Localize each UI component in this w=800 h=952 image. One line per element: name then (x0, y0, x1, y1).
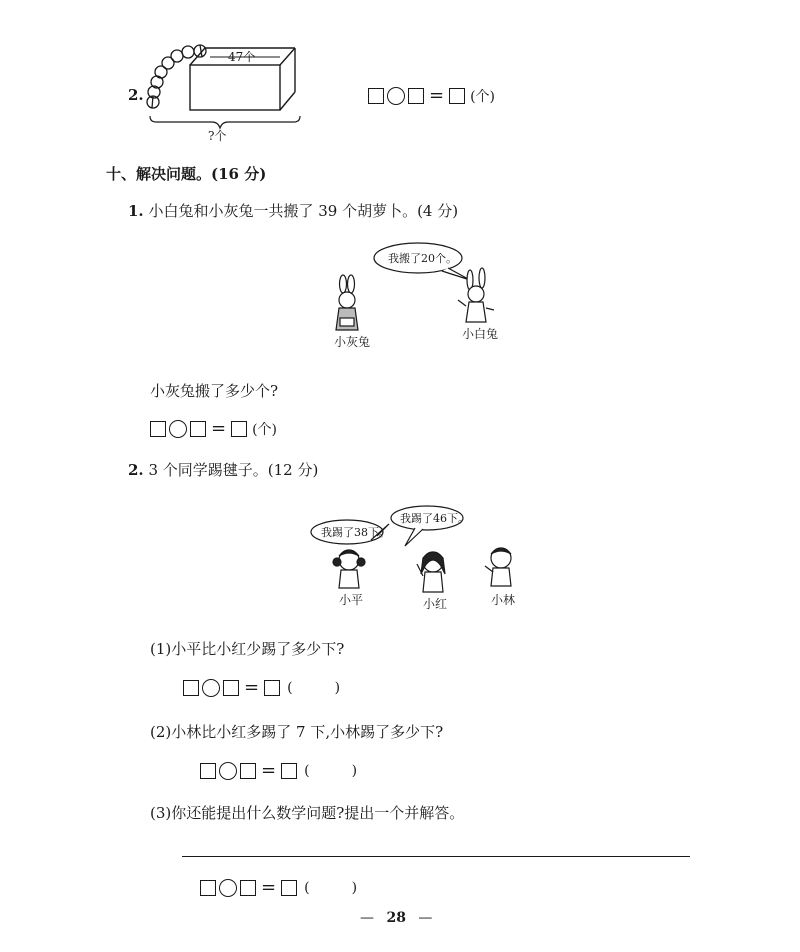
q2-number: 2. (128, 461, 144, 479)
kids-illustration (305, 500, 520, 618)
unit-blank[interactable]: ( ) (304, 880, 358, 896)
operator-circle[interactable] (387, 87, 405, 105)
answer-box[interactable] (240, 763, 256, 779)
answer-box[interactable] (264, 680, 280, 696)
rabbits-illustration (330, 238, 510, 354)
equation-row-sub3 (200, 879, 357, 897)
unit-label: (个) (252, 422, 278, 438)
answer-box[interactable] (150, 421, 166, 437)
label-gray-rabbit: 小灰兔 (334, 335, 371, 349)
sub-question-2: (2)小林比小红多踢了 7 下,小林踢了多少下? (150, 723, 444, 741)
answer-box[interactable] (190, 421, 206, 437)
bead-icons (147, 45, 206, 108)
equation-row-q1 (150, 419, 277, 439)
beads-box-illustration (140, 40, 310, 145)
sub-question-1: (1)小平比小红少踢了多少下? (150, 640, 345, 658)
operator-circle[interactable] (202, 679, 220, 697)
svg-text:我搬了20个。: 我搬了20个。 (388, 252, 457, 265)
answer-box[interactable] (240, 880, 256, 896)
answer-box[interactable] (231, 421, 247, 437)
speech-bubble (311, 520, 390, 544)
svg-text:我踢了38下。: 我踢了38下。 (321, 526, 390, 539)
answer-box[interactable] (223, 680, 239, 696)
answer-box[interactable] (200, 763, 216, 779)
girl-hong-icon (417, 552, 445, 592)
answer-box[interactable] (368, 88, 384, 104)
operator-circle[interactable] (169, 420, 187, 438)
page-footer (360, 910, 432, 926)
operator-circle[interactable] (219, 762, 237, 780)
speech-bubble (391, 506, 469, 546)
boy-lin-icon (485, 548, 511, 586)
equation-row-sub2 (200, 762, 357, 780)
answer-box[interactable] (183, 680, 199, 696)
unit-blank[interactable]: ( ) (287, 680, 341, 696)
q1-prompt (128, 200, 458, 221)
page-number: 28 (386, 910, 406, 926)
answer-box[interactable] (281, 880, 297, 896)
question-number: 2. (128, 86, 144, 104)
girl-ping-icon (333, 550, 365, 588)
brace-label: ?个 (208, 129, 227, 143)
label-ping: 小平 (339, 593, 364, 607)
operator-circle[interactable] (219, 879, 237, 897)
answer-box[interactable] (281, 763, 297, 779)
unit-blank[interactable]: ( ) (304, 763, 358, 779)
label-hong: 小红 (423, 597, 448, 611)
q1-question: 小灰兔搬了多少个? (150, 382, 279, 400)
equals-sign: = (211, 418, 227, 439)
section-title: 十、解决问题。(16 分) (106, 165, 267, 183)
equals-sign: = (244, 677, 260, 698)
q2-text: 3 个同学踢毽子。(12 分) (148, 461, 319, 479)
answer-box[interactable] (449, 88, 465, 104)
gray-rabbit-icon (336, 275, 358, 330)
equation-row-sub1 (183, 679, 340, 697)
sub-question-3: (3)你还能提出什么数学问题?提出一个并解答。 (150, 804, 465, 822)
equals-sign: = (261, 760, 277, 781)
speech-bubble (374, 243, 470, 280)
q1-text: 小白兔和小灰兔一共搬了 39 个胡萝卜。(4 分) (148, 202, 459, 220)
equation-row-top (368, 86, 495, 106)
answer-box[interactable] (408, 88, 424, 104)
answer-line[interactable] (182, 856, 690, 857)
label-lin: 小林 (491, 593, 516, 607)
brace-icon (150, 116, 300, 128)
equals-sign: = (261, 877, 277, 898)
box-label: 47个 (228, 50, 256, 64)
label-white-rabbit: 小白兔 (462, 327, 499, 341)
svg-text:我踢了46下。: 我踢了46下。 (400, 512, 469, 525)
unit-label: (个) (470, 89, 496, 105)
q1-number: 1. (128, 202, 144, 220)
answer-box[interactable] (200, 880, 216, 896)
equals-sign: = (429, 85, 445, 106)
q2-prompt (128, 459, 318, 480)
footer-dash-left: — (360, 910, 374, 926)
footer-dash-right: — (418, 910, 433, 926)
